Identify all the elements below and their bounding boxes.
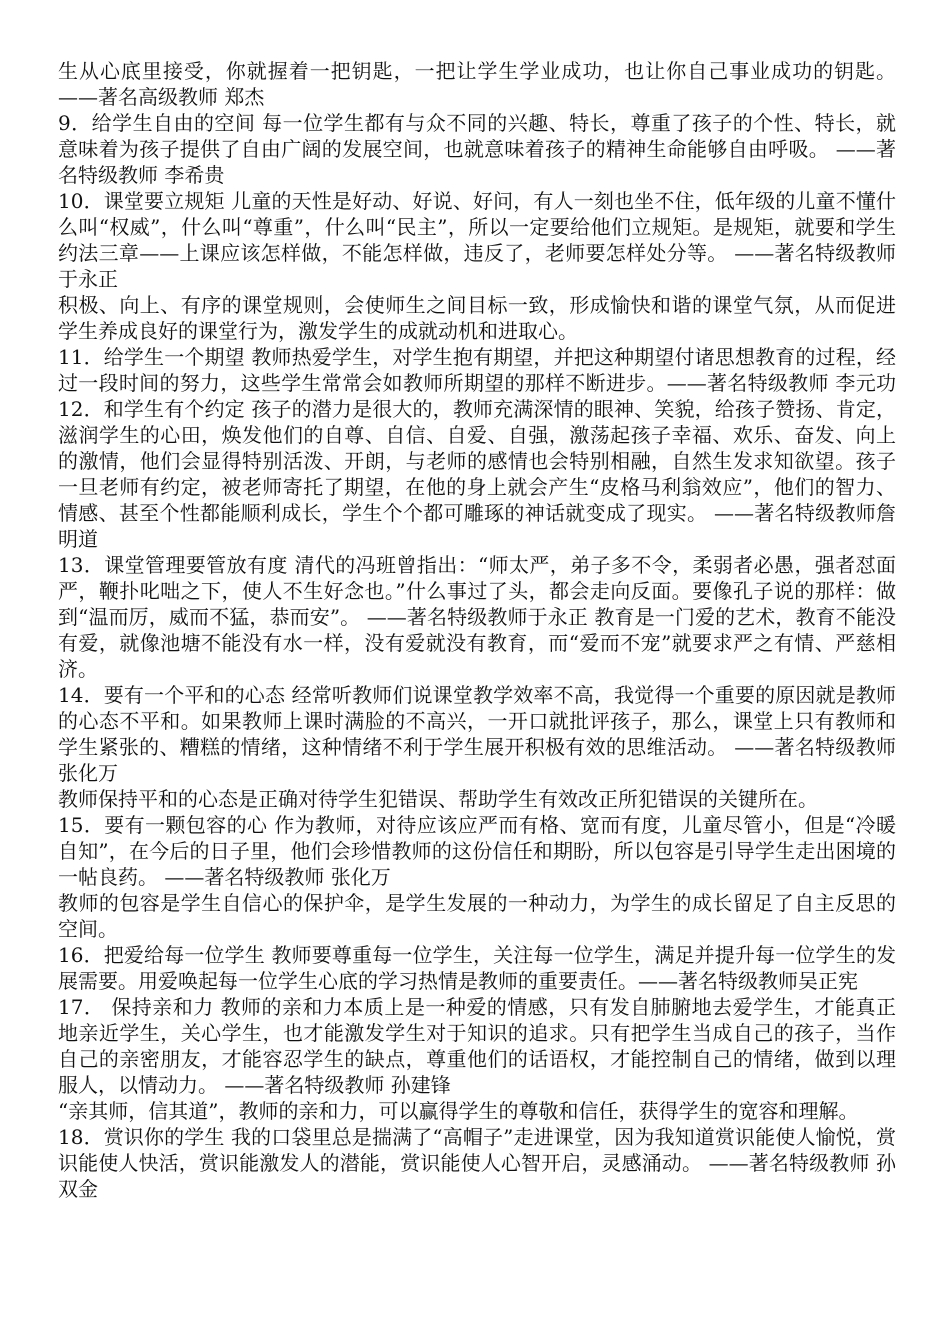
paragraph-item-18: 18．赏识你的学生 我的口袋里总是揣满了“高帽子”走进课堂，因为我知道赏识能使人愉悦，赏识能使人快活，赏识能激发人的潜能，赏识能使人心智开启，灵感涌动。 ——著名特级教师 孙双金: [58, 1125, 896, 1201]
paragraph-item-14: 14．要有一个平和的心态 经常听教师们说课堂教学效率不高，我觉得一个重要的原因就是教师的心态不平和。如果教师上课时满脸的不高兴，一开口就批评孩子，那么，课堂上只有教师和学生紧张的、糟糕的情绪，这种情绪不利于学生展开积极有效的思维活动。 ——著名特级教师 张化万: [58, 683, 896, 785]
paragraph-intro-continued: 生从心底里接受，你就握着一把钥匙，一把让学生学业成功，也让你自己事业成功的钥匙。 ——著名高级教师 郑杰: [58, 59, 896, 109]
paragraph-item-13: 13．课堂管理要管放有度 清代的冯班曾指出：“师太严，弟子多不令，柔弱者必愚，强者怼面严，鞭扑叱咄之下，使人不生好念也。”什么事过了头，都会走向反面。要像孔子说的那样：做到“温而厉，威而不猛，恭而安”。 ——著名特级教师于永正 教育是一门爱的艺术，教育不能没有爱，就像池塘不能没有水一样，没有爱就没有教育，而“爱而不宠”就要求严之有情、严慈相济。: [58, 553, 896, 681]
paragraph-item-16: 16．把爱给每一位学生 教师要尊重每一位学生，关注每一位学生，满足并提升每一位学生的发展需要。用爱唤起每一位学生心底的学习热情是教师的重要责任。——著名特级教师吴正宪: [58, 943, 896, 993]
paragraph-item-17: 17． 保持亲和力 教师的亲和力本质上是一种爱的情感，只有发自肺腑地去爱学生，才能真正地亲近学生，关心学生，也才能激发学生对于知识的追求。只有把学生当成自己的孩子，当作自己的亲密朋友，才能容忍学生的缺点，尊重他们的话语权，才能控制自己的情绪，做到以理服人，以情动力。 ——著名特级教师 孙建锋: [58, 995, 896, 1097]
paragraph-item-15: 15．要有一颗包容的心 作为教师，对待应该应严而有格、宽而有度，儿童尽管小，但是“冷暖自知”，在今后的日子里，他们会珍惜教师的这份信任和期盼，所以包容是引导学生走出困境的一帖良药。 ——著名特级教师 张化万: [58, 813, 896, 889]
paragraph-item-14-comment: 教师保持平和的心态是正确对待学生犯错误、帮助学生有效改正所犯错误的关键所在。: [58, 787, 818, 811]
paragraph-item-17-comment: “亲其师，信其道”，教师的亲和力，可以赢得学生的尊敬和信任，获得学生的宽容和理解。: [58, 1099, 859, 1123]
paragraph-item-11-12: 11．给学生一个期望 教师热爱学生，对学生抱有期望，并把这种期望付诸思想教育的过程，经过一段时间的努力，这些学生常常会如教师所期望的那样不断进步。——著名特级教师 李元功 12．和学生有个约定 孩子的潜力是很大的，教师充满深情的眼神、笑貌，给孩子赞扬、肯定，滋润学生的心田，焕发他们的自尊、自信、自爱、自强，激荡起孩子幸福、欢乐、奋发、向上的激情，他们会显得特别活泼、开朗，与老师的感情也会特别相融，自然生发求知欲望。孩子一旦老师有约定，被老师寄托了期望，在他的身上就会产生“皮格马利翁效应”，他们的智力、情感、甚至个性都能顺利成长，学生个个都可雕琢的神话就变成了现实。 ——著名特级教师詹明道: [58, 345, 896, 551]
paragraph-item-9: 9．给学生自由的空间 每一位学生都有与众不同的兴趣、特长，尊重了孩子的个性、特长，就意味着为孩子提供了自由广阔的发展空间，也就意味着孩子的精神生命能够自由呼吸。 ——著名特级教师 李希贵: [58, 111, 896, 187]
document-page: [58, 58, 896, 1202]
paragraph-item-10: 10．课堂要立规矩 儿童的天性是好动、好说、好问，有人一刻也坐不住，低年级的儿童不懂什么叫“权威”，什么叫“尊重”，什么叫“民主”，所以一定要给他们立规矩。是规矩，就要和学生约法三章——上课应该怎样做，不能怎样做，违反了，老师要怎样处分等。 ——著名特级教师于永正: [58, 189, 896, 291]
paragraph-item-15-comment: 教师的包容是学生自信心的保护伞，是学生发展的一种动力，为学生的成长留足了自主反思的空间。: [58, 891, 896, 941]
paragraph-item-10-comment: 积极、向上、有序的课堂规则，会使师生之间目标一致，形成愉快和谐的课堂气氛，从而促进学生养成良好的课堂行为，激发学生的成就动机和进取心。: [58, 293, 896, 343]
